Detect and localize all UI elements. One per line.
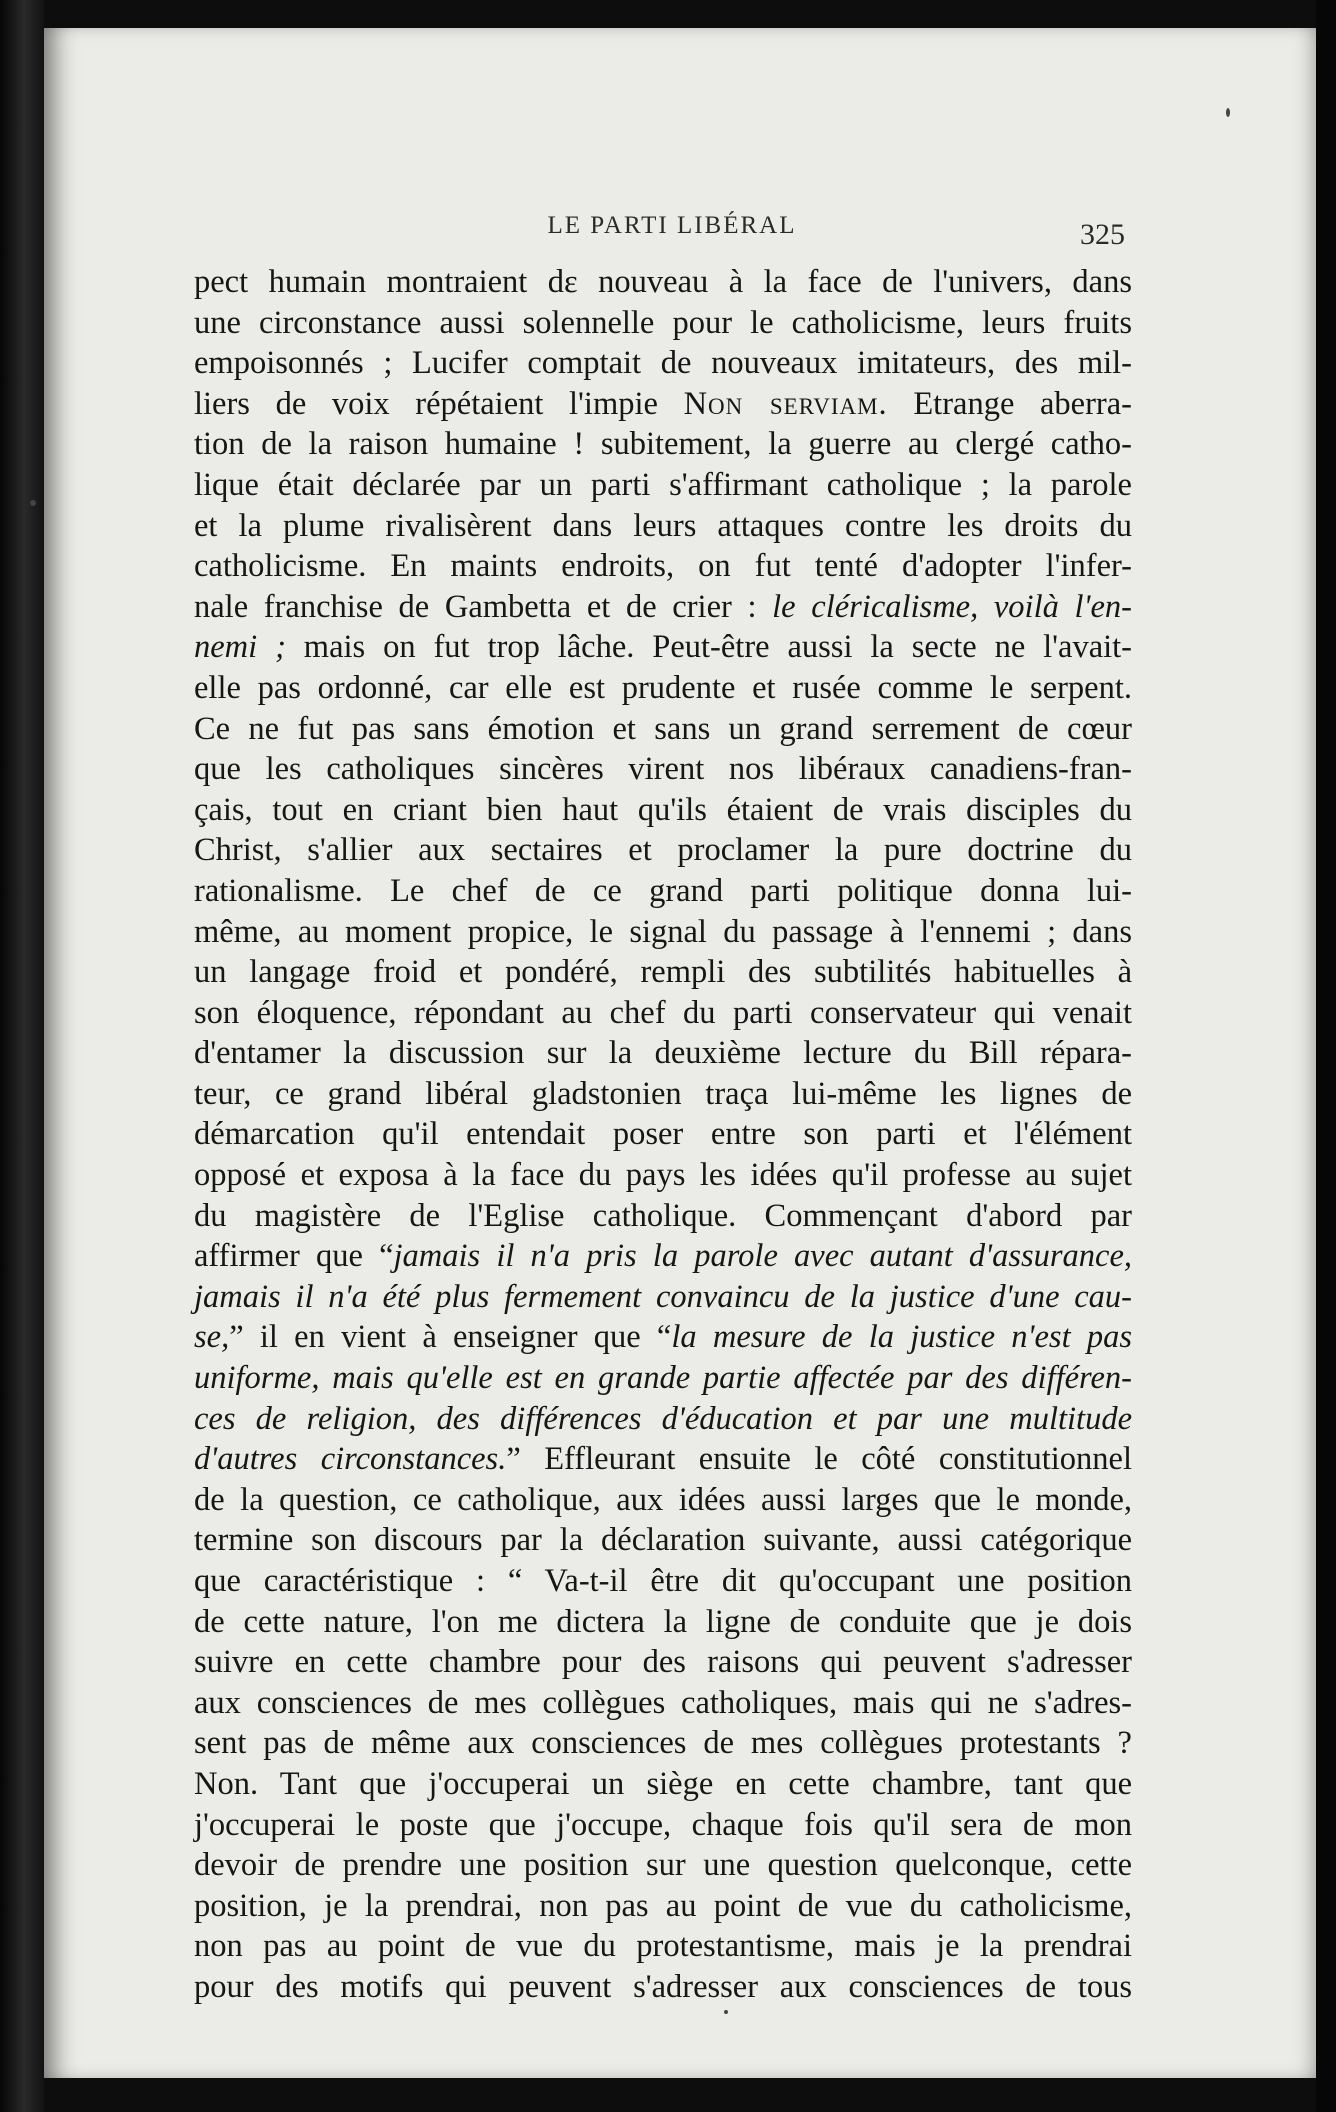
text-segment: que les catholiques sincères virent nos libéraux canadiens-fran- <box>194 751 1132 788</box>
text-segment: çais, tout en criant bien haut qu'ils étaient de vrais disciples du <box>194 791 1132 828</box>
scan-edge-right <box>1316 0 1336 2112</box>
text-line <box>194 303 1132 344</box>
italic-segment: jamais il n'a pris la parole avec autant d'assurance, <box>393 1238 1132 1275</box>
text-line <box>194 465 1132 506</box>
text-line <box>194 384 1132 425</box>
text-line <box>194 1399 1132 1440</box>
scan-speck <box>30 500 36 506</box>
text-line <box>194 1967 1132 2008</box>
text-line <box>194 1764 1132 1805</box>
text-line <box>194 1561 1132 1602</box>
text-segment: son éloquence, répondant au chef du parti conservateur qui venait <box>194 994 1132 1031</box>
text-line <box>194 1845 1132 1886</box>
text-segment: ” il en vient à enseigner que “ <box>229 1319 672 1356</box>
text-line <box>194 1033 1132 1074</box>
text-segment: démarcation qu'il entendait poser entre son parti et l'élément <box>194 1116 1132 1153</box>
text-line <box>194 1155 1132 1196</box>
text-line <box>194 1642 1132 1683</box>
text-segment: empoisonnés ; Lucifer comptait de nouveaux imitateurs, des mil- <box>194 345 1132 382</box>
text-segment: devoir de prendre une position sur une question quelconque, cette <box>194 1847 1132 1884</box>
text-line <box>194 262 1132 303</box>
text-segment: un langage froid et pondéré, rempli des subtilités habituelles à <box>194 954 1132 991</box>
scan-speck <box>1226 108 1230 117</box>
text-segment: ” Effleurant ensuite le côté constitutionnel <box>506 1441 1132 1478</box>
italic-segment: jamais il n'a été plus fermement convaincu de la justice d'une cau- <box>194 1278 1132 1315</box>
page-number: 325 <box>1080 218 1125 251</box>
scan-speck <box>724 2010 728 2014</box>
text-line <box>194 1074 1132 1115</box>
text-segment: du magistère de l'Eglise catholique. Commençant d'abord par <box>194 1197 1132 1234</box>
text-segment: opposé et exposa à la face du pays les idées qu'il professe au sujet <box>194 1157 1132 1194</box>
italic-segment: uniforme, mais qu'elle est en grande partie affectée par des différen- <box>194 1360 1132 1397</box>
text-line <box>194 1196 1132 1237</box>
text-segment: catholicisme. En maints endroits, on fut tenté d'adopter l'infer- <box>194 548 1132 585</box>
text-segment: elle pas ordonné, car elle est prudente et rusée comme le serpent. <box>194 669 1132 706</box>
text-line <box>194 1114 1132 1155</box>
text-segment: Christ, s'allier aux sectaires et proclamer la pure doctrine du <box>194 832 1132 869</box>
text-segment: Etrange aberra- <box>887 385 1132 422</box>
text-segment: et la plume rivalisèrent dans leurs attaques contre les droits du <box>194 507 1132 544</box>
text-line <box>194 506 1132 547</box>
italic-segment: la mesure de la justice n'est pas <box>671 1319 1132 1356</box>
text-segment: mais on fut trop lâche. Peut-être aussi la secte ne l'avait- <box>285 629 1133 666</box>
text-segment: de cette nature, l'on me dictera la ligne de conduite que je dois <box>194 1603 1132 1640</box>
text-line <box>194 1886 1132 1927</box>
italic-segment: ces de religion, des différences d'éducation et par une multitude <box>194 1400 1132 1437</box>
text-line <box>194 1602 1132 1643</box>
text-segment: teur, ce grand libéral gladstonien traça lui-même les lignes de <box>194 1075 1132 1112</box>
text-line <box>194 830 1132 871</box>
text-segment: suivre en cette chambre pour des raisons qui peuvent s'adresser <box>194 1644 1132 1681</box>
text-segment: liers de voix répétaient l'impie <box>194 385 684 422</box>
text-line <box>194 1317 1132 1358</box>
text-segment: sent pas de même aux consciences de mes collègues protestants ? <box>194 1725 1132 1762</box>
text-line <box>194 546 1132 587</box>
text-segment: position, je la prendrai, non pas au point de vue du catholicisme, <box>194 1887 1132 1924</box>
text-line <box>194 627 1132 668</box>
italic-segment: le cléricalisme, voilà l'en- <box>772 588 1132 625</box>
text-segment: non pas au point de vue du protestantisme, mais je la prendrai <box>194 1928 1132 1965</box>
text-segment: affirmer que “ <box>194 1238 394 1275</box>
text-line <box>194 1683 1132 1724</box>
text-line <box>194 668 1132 709</box>
text-line <box>194 790 1132 831</box>
small-caps-segment: Non serviam. <box>683 385 888 422</box>
text-segment: Non. Tant que j'occuperai un siège en cette chambre, tant que <box>194 1765 1132 1802</box>
text-segment: une circonstance aussi solennelle pour le catholicisme, leurs fruits <box>194 304 1132 341</box>
text-line <box>194 1520 1132 1561</box>
text-line <box>194 749 1132 790</box>
text-segment: nale franchise de Gambetta et de crier : <box>194 588 773 625</box>
running-title: LE PARTI LIBÉRAL <box>547 212 797 239</box>
text-segment: Ce ne fut pas sans émotion et sans un grand serrement de cœur <box>194 710 1132 747</box>
text-line <box>194 912 1132 953</box>
text-segment: termine son discours par la déclaration suivante, aussi catégorique <box>194 1522 1132 1559</box>
text-segment: que caractéristique : “ Va-t-il être dit qu'occupant une position <box>194 1563 1132 1599</box>
text-segment: aux consciences de mes collègues catholiques, mais qui ne s'adres- <box>194 1684 1132 1721</box>
text-segment: rationalisme. Le chef de ce grand parti politique donna lui- <box>194 872 1132 909</box>
body-text <box>194 262 1132 2008</box>
text-line <box>194 1277 1132 1318</box>
text-line <box>194 587 1132 628</box>
text-line <box>194 1723 1132 1764</box>
text-segment: j'occuperai le poste que j'occupe, chaque fois qu'il sera de mon <box>194 1806 1132 1843</box>
text-segment: tion de la raison humaine ! subitement, la guerre au clergé catho- <box>194 426 1132 463</box>
book-gutter-shadow <box>0 0 44 2112</box>
text-line <box>194 343 1132 384</box>
text-line <box>194 1439 1132 1480</box>
text-line <box>194 1358 1132 1399</box>
text-line <box>194 1236 1132 1277</box>
text-segment: même, au moment propice, le signal du passage à l'ennemi ; dans <box>194 913 1132 950</box>
text-line <box>194 424 1132 465</box>
text-segment: lique était déclarée par un parti s'affirmant catholique ; la parole <box>194 466 1132 503</box>
text-line <box>194 1805 1132 1846</box>
text-segment: de la question, ce catholique, aux idées aussi larges que le monde, <box>194 1481 1132 1518</box>
text-line <box>194 871 1132 912</box>
text-line <box>194 1926 1132 1967</box>
text-segment: pect humain montraient dε nouveau à la face de l'univers, dans <box>194 264 1132 300</box>
text-segment: pour des motifs qui peuvent s'adresser aux consciences de tous <box>194 1968 1132 2005</box>
italic-segment: se, <box>194 1319 230 1356</box>
text-line <box>194 709 1132 750</box>
italic-segment: d'autres circonstances. <box>194 1441 507 1478</box>
italic-segment: nemi ; <box>194 629 286 666</box>
text-line <box>194 993 1132 1034</box>
text-segment: d'entamer la discussion sur la deuxième lecture du Bill répara- <box>194 1035 1132 1072</box>
text-line <box>194 1480 1132 1521</box>
text-line <box>194 952 1132 993</box>
